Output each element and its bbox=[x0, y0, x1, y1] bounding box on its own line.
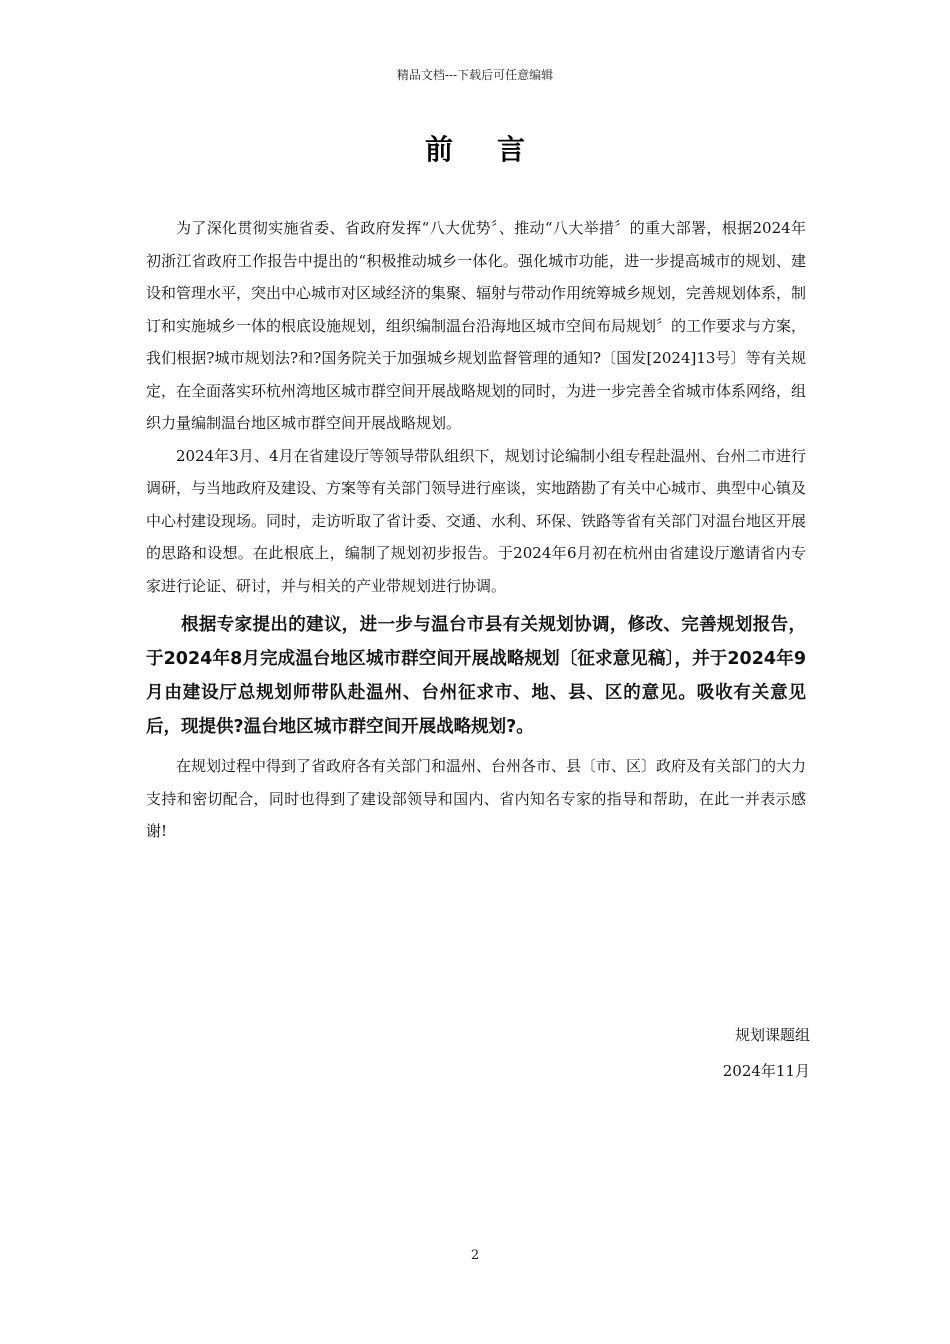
signature-date: 2024年11月 bbox=[722, 1062, 810, 1080]
paragraph-thanks: 在规划过程中得到了省政府各有关部门和温州、台州各市、县〔市、区〕政府及有关部门的大力支持和密切配合，同时也得到了建设部领导和国内、省内知名专家的指导和帮助，在此一并表示感谢! bbox=[146, 757, 807, 840]
signature-org: 规划课题组 bbox=[734, 1026, 810, 1044]
page-header: 精品文档---下载后可任意编辑 bbox=[396, 68, 554, 82]
paragraph-revision: 根据专家提出的建议，进一步与温台市县有关规划协调，修改、完善规划报告，于2024年8月完成温台地区城市群空间开展战略规划〔征求意见稿〕，并于2024年9月由建设厅总规划师带队赴温州、台州征求市、地、县、区的意见。吸收有关意见后，现提供?温台地区城市群空间开展战略规划?。 bbox=[146, 615, 806, 737]
paragraph-intro: 为了深化贯彻实施省委、省政府发挥“八大优势〞、推动“八大举措〞的重大部署，根据2024年初浙江省政府工作报告中提出的“积极推动城乡一体化。强化城市功能，进一步提高城市的规划、建设和管理水平，突出中心城市对区域经济的集聚、辐射与带动作用统筹城乡规划，完善规划体系，制订和实施城乡一体的根底设施规划，组织编制温台沿海地区城市空间布局规划〞的工作要求与方案，我们根据?城市规划法?和?国务院关于加强城乡规划监督管理的通知?〔国发[2024]13号〕等有关规定，在全面落实环杭州湾地区城市群空间开展战略规划的同时，为进一步完善全省城市体系网络，组织力量编制温台地区城市群空间开展战略规划。 bbox=[146, 219, 807, 432]
document-body bbox=[146, 212, 806, 848]
page-number: 2 bbox=[470, 1248, 480, 1263]
page-title: 前言 bbox=[424, 133, 569, 166]
paragraph-research: 2024年3月、4月在省建设厅等领导带队组织下，规划讨论编制小组专程赴温州、台州二市进行调研，与当地政府及建设、方案等有关部门领导进行座谈，实地踏勘了有关中心城市、典型中心镇及中心村建设现场。同时，走访听取了省计委、交通、水利、环保、铁路等省有关部门对温台地区开展的思路和设想。在此根底上，编制了规划初步报告。于2024年6月初在杭州由省建设厅邀请省内专家进行论证、研讨，并与相关的产业带规划进行协调。 bbox=[146, 446, 807, 595]
